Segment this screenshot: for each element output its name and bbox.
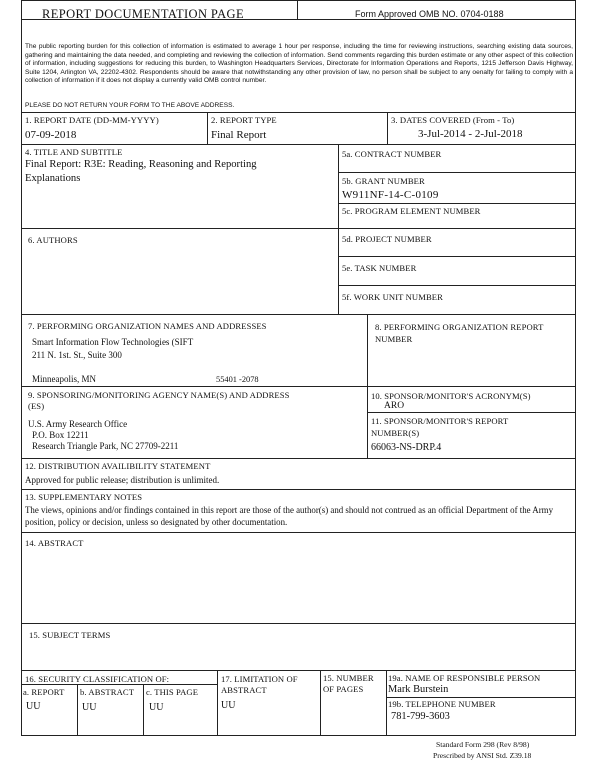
rule-5e [338,285,576,286]
sponsoring-agency-line-1[interactable]: U.S. Army Research Office [28,419,128,429]
vline-18-19 [386,670,387,736]
report-type-value[interactable]: Final Report [211,129,267,141]
acronym-value[interactable]: ARO [384,401,405,411]
abstract-label: 14. ABSTRACT [25,538,84,548]
rule-7 [21,386,576,387]
page-title: REPORT DOCUMENTATION PAGE [42,7,245,21]
form-frame [21,19,576,736]
contract-label: 5a. CONTRACT NUMBER [342,149,442,159]
limitation-label-1: 17. LIMITATION OF [221,674,298,684]
monitor-report-label-2: NUMBER(S) [371,428,420,438]
security-label: 16. SECURITY CLASSIFICATION OF: [25,674,170,684]
num-pages-label-2: OF PAGES [323,684,364,694]
title-line-1[interactable]: Final Report: R3E: Reading, Reasoning and Reporting [25,159,257,170]
task-label: 5e. TASK NUMBER [342,263,417,273]
rule-16-header [21,684,217,685]
report-date-value[interactable]: 07-09-2018 [25,129,77,141]
responsible-person-label: 19a. NAME OF RESPONSIBLE PERSON [388,673,541,683]
vline-16b-c [143,684,144,736]
vline-16-17 [217,670,218,736]
dates-covered-value[interactable]: 3-Jul-2014 - 2-Jul-2018 [418,128,523,140]
limitation-value[interactable]: UU [221,700,236,711]
responsible-person-value[interactable]: Mark Burstein [388,684,449,695]
performing-org-city[interactable]: Minneapolis, MN [32,374,96,384]
limitation-label-2: ABSTRACT [221,685,267,695]
supplementary-text[interactable]: The views, opinions and/or findings contained in this report are those of the author(s) and should not contrued as an official Department of the Army position, policy or decision, unless so designated by other documentation. [25,505,554,527]
burden-statement: The public reporting burden for this collection of information is estimated to average 1 hour per response, including the time for reviewing instructions, searching existing data sources, gathering and maintaining the data needed, and completing and reviewing the collection of information. Send comments regarding this burden estimate or any other aspect of this collection of information, including suggestions for reducing this burden, to Washington Headquarters Services, Directorate for Information Operations and Reports, 1215 Jefferson Davis Highway, Suite 1204, Arlington VA, 22202-4302. Respondents should be aware that notwithstanding any other provision of law, no person shall be subject to any oenalty for failing to comply with a collection of information if it does not display a currently valid OMB control number. [25,43,573,84]
security-report-value[interactable]: UU [26,701,41,712]
rule-9 [21,458,576,459]
telephone-label: 19b. TELEPHONE NUMBER [388,699,496,709]
performing-org-name[interactable]: Smart Information Flow Technologies (SIFT [32,337,194,347]
grant-value[interactable]: W911NF-14-C-0109 [342,189,439,201]
supplementary-label: 13. SUPPLEMENTARY NOTES [25,492,143,502]
project-label: 5d. PROJECT NUMBER [342,234,432,244]
authors-label: 6. AUTHORS [28,235,78,245]
rule-5b [338,203,576,204]
telephone-value[interactable]: 781-799-3603 [391,711,450,722]
rule-12 [21,489,576,490]
rule-5a [338,172,576,173]
subject-terms-label: 15. SUBJECT TERMS [29,630,111,640]
work-unit-label: 5f. WORK UNIT NUMBER [342,292,443,302]
performing-org-zip[interactable]: 55401 -2078 [216,375,259,384]
rule-row1 [21,144,576,145]
vline-16a-b [77,684,78,736]
omb-number: Form Approved OMB NO. 0704-0188 [355,9,504,19]
rule-13 [21,532,576,533]
rule-19a [386,697,576,698]
title-line-2[interactable]: Explanations [25,173,81,184]
distribution-label: 12. DISTRIBUTION AVAILIBILITY STATEMENT [25,461,211,471]
rule-5f [21,314,576,315]
sponsoring-agency-line-3[interactable]: Research Triangle Park, NC 27709-2211 [32,441,179,451]
program-element-label: 5c. PROGRAM ELEMENT NUMBER [342,206,481,216]
report-type-label: 2. REPORT TYPE [211,115,277,125]
sponsoring-agency-label-2: (ES) [28,401,45,411]
security-report-label: a. REPORT [23,687,65,697]
sponsoring-agency-label-1: 9. SPONSORING/MONITORING AGENCY NAME(S) AND ADDRESS [28,390,290,400]
grant-label: 5b. GRANT NUMBER [342,176,425,186]
report-date-label: 1. REPORT DATE (DD-MM-YYYY) [25,115,159,125]
standard-form-label: Standard Form 298 (Rev 8/98) [436,740,530,749]
acronym-label: 10. SPONSOR/MONITOR'S ACRONYM(S) [371,391,531,401]
rule-15 [21,670,576,671]
title-label: 4. TITLE AND SUBTITLE [25,147,123,157]
rule-14 [21,623,576,624]
sponsoring-agency-line-2[interactable]: P.O. Box 12211 [32,430,89,440]
distribution-value[interactable]: Approved for public release; distribution is unlimited. [25,475,220,485]
security-page-label: c. THIS PAGE [146,687,199,697]
security-abstract-label: b. ABSTRACT [80,687,135,697]
rule-after-burden [21,112,576,113]
vline-17-18 [320,670,321,736]
rule-5d [338,256,576,257]
vline-4-5 [338,144,339,314]
vline-2-3 [387,112,388,144]
security-abstract-value[interactable]: UU [82,702,97,713]
security-page-value[interactable]: UU [149,702,164,713]
performing-report-label-1: 8. PERFORMING ORGANIZATION REPORT [375,322,544,332]
performing-report-label-2: NUMBER [375,334,413,344]
return-notice: PLEASE DO NOT RETURN YOUR FORM TO THE ABOVE ADDRESS. [25,102,235,109]
rule-5c [21,228,576,229]
vline-1-2 [207,112,208,144]
rule-10 [367,412,576,413]
prescribed-label: Prescribed by ANSI Std. Z39.18 [433,751,532,760]
performing-org-street[interactable]: 211 N. 1st. St., Suite 300 [32,350,122,360]
dates-covered-label: 3. DATES COVERED (From - To) [391,115,515,125]
num-pages-label-1: 15. NUMBER [323,673,374,683]
monitor-report-label-1: 11. SPONSOR/MONITOR'S REPORT [371,416,509,426]
monitor-report-value[interactable]: 66063-NS-DRP.4 [371,442,442,453]
performing-org-label: 7. PERFORMING ORGANIZATION NAMES AND ADDRESSES [28,321,267,331]
vline-7-8 [367,314,368,458]
